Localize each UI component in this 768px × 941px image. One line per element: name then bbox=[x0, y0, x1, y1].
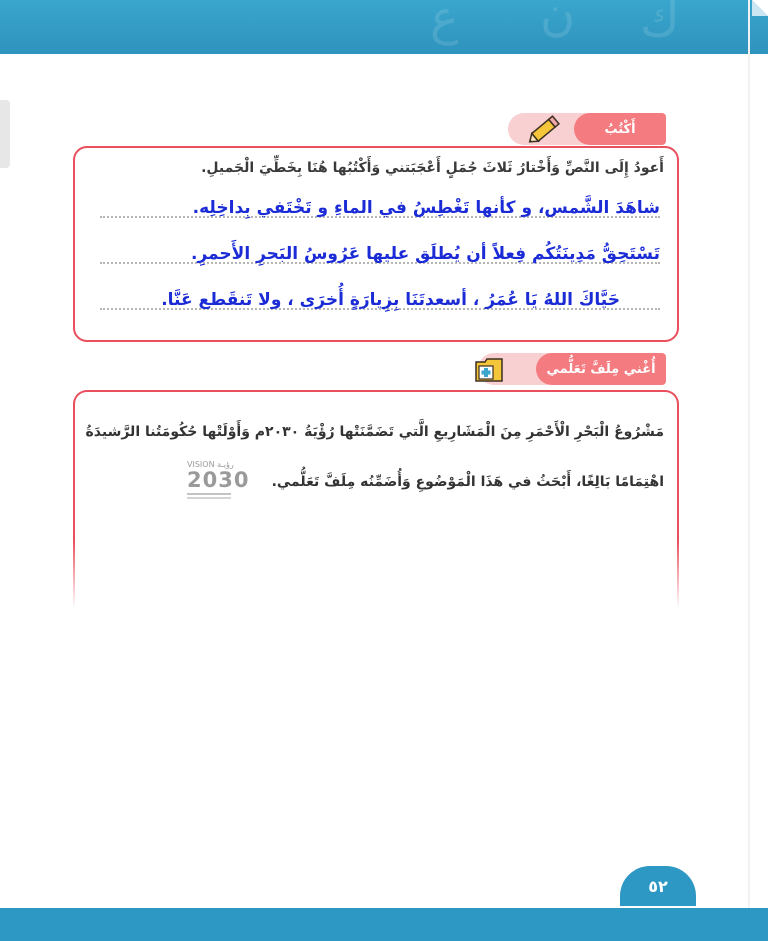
top-header-band bbox=[0, 0, 768, 54]
enrich-section-tab: أُغْني مِلَفَّ تَعَلُّمي bbox=[536, 353, 666, 385]
decorative-letter: ع bbox=[430, 0, 459, 46]
side-tab bbox=[0, 100, 10, 168]
vision-logo-underline bbox=[187, 493, 231, 495]
handwritten-sentence-3: حَيَّاكَ اللهُ يَا عُمَرُ ، أسعدتَنَا بِزِيارَةٍ أُخرَى ، ولا تَنقَطع عَنَّا. bbox=[161, 290, 620, 310]
decorative-letter: ك bbox=[640, 0, 680, 48]
vision-logo-top-text: VISION رؤيـة bbox=[187, 460, 234, 469]
handwritten-sentence-1: شاهَدَ الشَّمس، و كأنها تَغْطِسُ في الماءِ و تَخْتَفي بِداخِلِه. bbox=[192, 198, 660, 218]
box-fade bbox=[71, 540, 681, 616]
page-corner-fold bbox=[752, 0, 768, 16]
page-number: ٥٢ bbox=[620, 866, 696, 906]
enrich-paragraph-line-2: اهْتِمَامًا بَالِغًا، أَبْحَثُ في هَذَا الْمَوْضُوعِ وَأُضَمِّنُه مِلَفَّ تَعَلُّمي. bbox=[271, 474, 664, 490]
write-section-tab: أَكْتُبُ bbox=[574, 113, 666, 145]
pencil-icon bbox=[528, 113, 562, 145]
enrich-paragraph-line-1: مَشْرُوعُ الْبَحْرِ الْأَحْمَرِ مِنَ الْمَشَارِيعِ الَّتي تَضَمَّنَتْها رُؤْيَةُ ٢٠٣٠م وَأَوْلَتْها حُكُومَتُنا الرَّشيدَةُ bbox=[85, 424, 664, 440]
write-instruction: أَعودُ إِلَى النَّصِّ وَأَخْتارُ ثَلاثَ جُمَلٍ أَعْجَبَتني وَأَكْتُبُها هُنَا بِخَطِّيَ الْجَميلِ. bbox=[201, 160, 664, 176]
handwriting-line-2[interactable] bbox=[100, 236, 660, 264]
vision-logo-year: 2030 bbox=[187, 468, 250, 492]
handwriting-line-1[interactable] bbox=[100, 190, 660, 218]
handwriting-line-3[interactable] bbox=[100, 282, 660, 310]
folder-plus-icon bbox=[474, 357, 504, 383]
decorative-letter: ن bbox=[540, 0, 576, 42]
page-edge bbox=[748, 0, 750, 941]
handwritten-sentence-2: تَسْتَحِقُّ مَدِينَتُكُم فِعلاً أن يُطلَق عليها عَرُوسُ البَحرِ الأَحمرِ. bbox=[190, 244, 660, 264]
bottom-footer-band bbox=[0, 908, 768, 941]
vision-2030-logo bbox=[187, 460, 255, 500]
